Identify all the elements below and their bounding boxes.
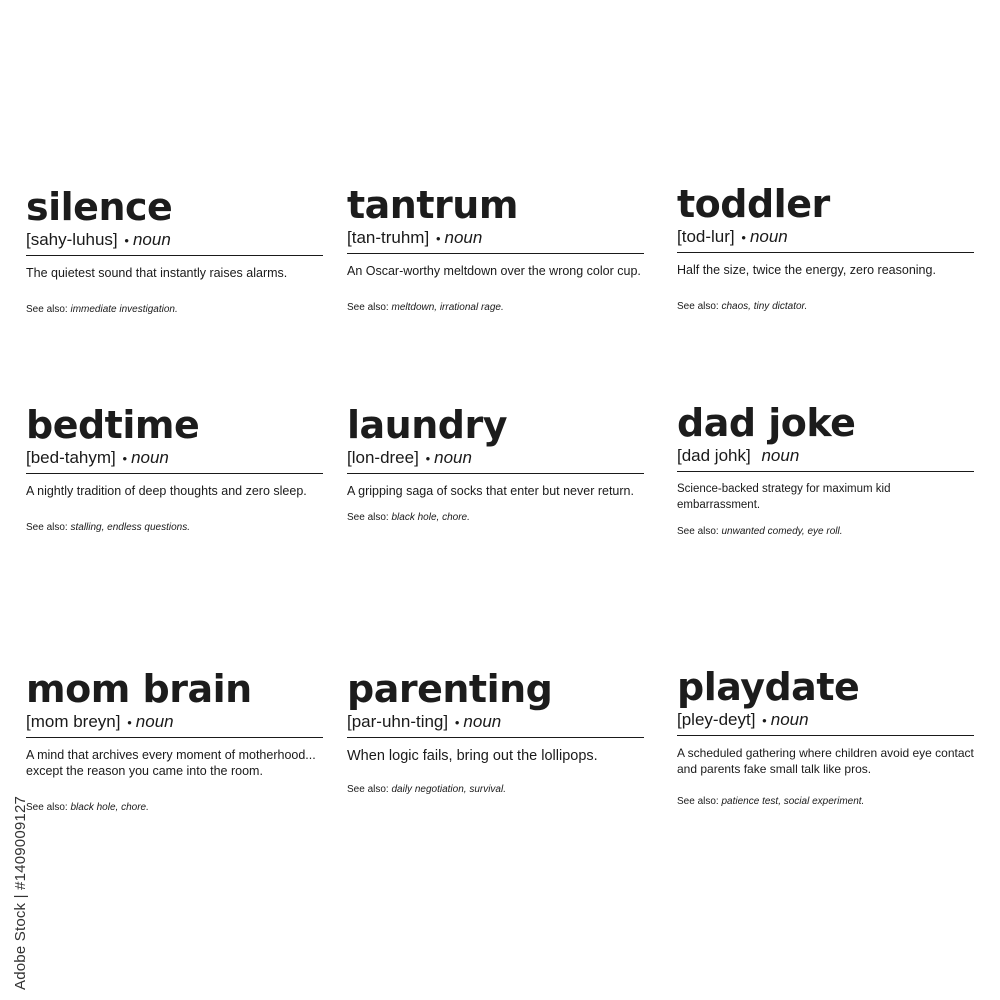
bullet-separator: • xyxy=(425,451,431,466)
see-also-label: See also: xyxy=(677,301,719,312)
bullet-separator: • xyxy=(454,715,460,730)
see-also xyxy=(347,511,644,524)
definition-card-dad-joke xyxy=(677,402,974,538)
see-also xyxy=(26,303,323,316)
see-also-label: See also: xyxy=(677,796,719,807)
definition-text: Science-backed strategy for maximum kid embarrassment. xyxy=(677,483,891,511)
pronunciation-text: [lon-dree] xyxy=(347,448,419,467)
definition-text: When logic fails, bring out the lollipops. xyxy=(347,748,598,764)
entry-word: playdate xyxy=(677,665,860,709)
part-of-speech: noun xyxy=(749,227,788,246)
pronunciation-text: [mom breyn] xyxy=(26,712,121,731)
pronunciation-text: [sahy-luhus] xyxy=(26,230,118,249)
definition-card-mom-brain xyxy=(26,668,323,814)
see-also-label: See also: xyxy=(347,512,389,523)
see-also-label: See also: xyxy=(26,304,68,315)
part-of-speech: noun xyxy=(770,710,809,729)
see-also-terms: daily negotiation, survival. xyxy=(391,784,506,795)
part-of-speech: noun xyxy=(444,228,483,247)
bullet-separator: • xyxy=(762,713,767,728)
see-also-terms: immediate investigation. xyxy=(70,304,178,315)
pronunciation-text: [pley-deyt] xyxy=(677,710,756,729)
pronunciation xyxy=(26,448,323,474)
definition-text: An Oscar-worthy meltdown over the wrong color cup. xyxy=(347,264,641,278)
see-also xyxy=(677,795,974,808)
definition-card-laundry xyxy=(347,404,644,524)
pronunciation xyxy=(347,228,644,254)
see-also-label: See also: xyxy=(26,522,68,533)
pronunciation-text: [tan-truhm] xyxy=(347,228,430,247)
bullet-separator: • xyxy=(435,231,441,246)
pronunciation xyxy=(677,446,974,472)
pronunciation-text: [tod-lur] xyxy=(677,227,735,246)
see-also-terms: chaos, tiny dictator. xyxy=(721,301,808,312)
entry-word: silence xyxy=(26,185,173,229)
see-also-terms: patience test, social experiment. xyxy=(721,796,865,807)
see-also xyxy=(347,783,644,796)
entry-word: tantrum xyxy=(347,183,518,227)
definition-text: Half the size, twice the energy, zero reasoning. xyxy=(677,263,936,277)
definition-text: A mind that archives every moment of motherhood... except the reason you came into the room. xyxy=(26,748,316,778)
entry-word: parenting xyxy=(347,667,553,711)
see-also-label: See also: xyxy=(347,302,389,313)
see-also-label: See also: xyxy=(347,784,389,795)
pronunciation xyxy=(677,227,974,253)
see-also-label: See also: xyxy=(26,802,68,813)
see-also-terms: black hole, chore. xyxy=(70,802,149,813)
bullet-separator: • xyxy=(741,230,746,245)
entry-word: dad joke xyxy=(677,401,856,445)
part-of-speech: noun xyxy=(131,448,169,467)
see-also-terms: meltdown, irrational rage. xyxy=(391,302,504,313)
see-also xyxy=(26,801,323,814)
bullet-separator: • xyxy=(122,451,128,466)
bullet-separator: • xyxy=(124,233,129,248)
see-also-label: See also: xyxy=(677,526,719,537)
pronunciation xyxy=(26,230,323,256)
see-also xyxy=(347,301,644,314)
definition-card-parenting xyxy=(347,668,644,796)
stock-watermark: Adobe Stock | #1409009127 xyxy=(12,795,29,990)
see-also xyxy=(677,300,974,313)
definition-text: The quietest sound that instantly raises alarms. xyxy=(26,266,288,280)
entry-word: mom brain xyxy=(26,667,252,711)
part-of-speech: noun xyxy=(132,230,171,249)
see-also xyxy=(677,525,974,538)
definition-card-silence xyxy=(26,186,323,316)
definition-card-bedtime xyxy=(26,404,323,534)
pronunciation-text: [bed-tahym] xyxy=(26,448,116,467)
see-also xyxy=(26,521,323,534)
pronunciation xyxy=(347,712,644,738)
part-of-speech: noun xyxy=(135,712,174,731)
see-also-terms: unwanted comedy, eye roll. xyxy=(721,526,843,537)
pronunciation xyxy=(677,710,974,736)
pronunciation xyxy=(347,448,644,474)
definition-text: A nightly tradition of deep thoughts and zero sleep. xyxy=(26,484,307,498)
entry-word: laundry xyxy=(347,403,507,447)
see-also-terms: stalling, endless questions. xyxy=(70,522,191,533)
part-of-speech: noun xyxy=(434,448,472,467)
definition-text: A scheduled gathering where children avoid eye contact and parents fake small talk like pros. xyxy=(677,746,974,776)
pronunciation-text: [dad johk] xyxy=(677,446,751,465)
definition-text: A gripping saga of socks that enter but never return. xyxy=(347,484,634,498)
bullet-separator: • xyxy=(127,715,132,730)
entry-word: toddler xyxy=(677,182,830,226)
entry-word: bedtime xyxy=(26,403,200,447)
part-of-speech: noun xyxy=(761,446,800,465)
pronunciation-text: [par-uhn-ting] xyxy=(347,712,449,731)
definition-card-toddler xyxy=(677,183,974,313)
definition-card-playdate xyxy=(677,666,974,808)
definition-card-tantrum xyxy=(347,184,644,314)
part-of-speech: noun xyxy=(463,712,502,731)
pronunciation xyxy=(26,712,323,738)
see-also-terms: black hole, chore. xyxy=(391,512,470,523)
